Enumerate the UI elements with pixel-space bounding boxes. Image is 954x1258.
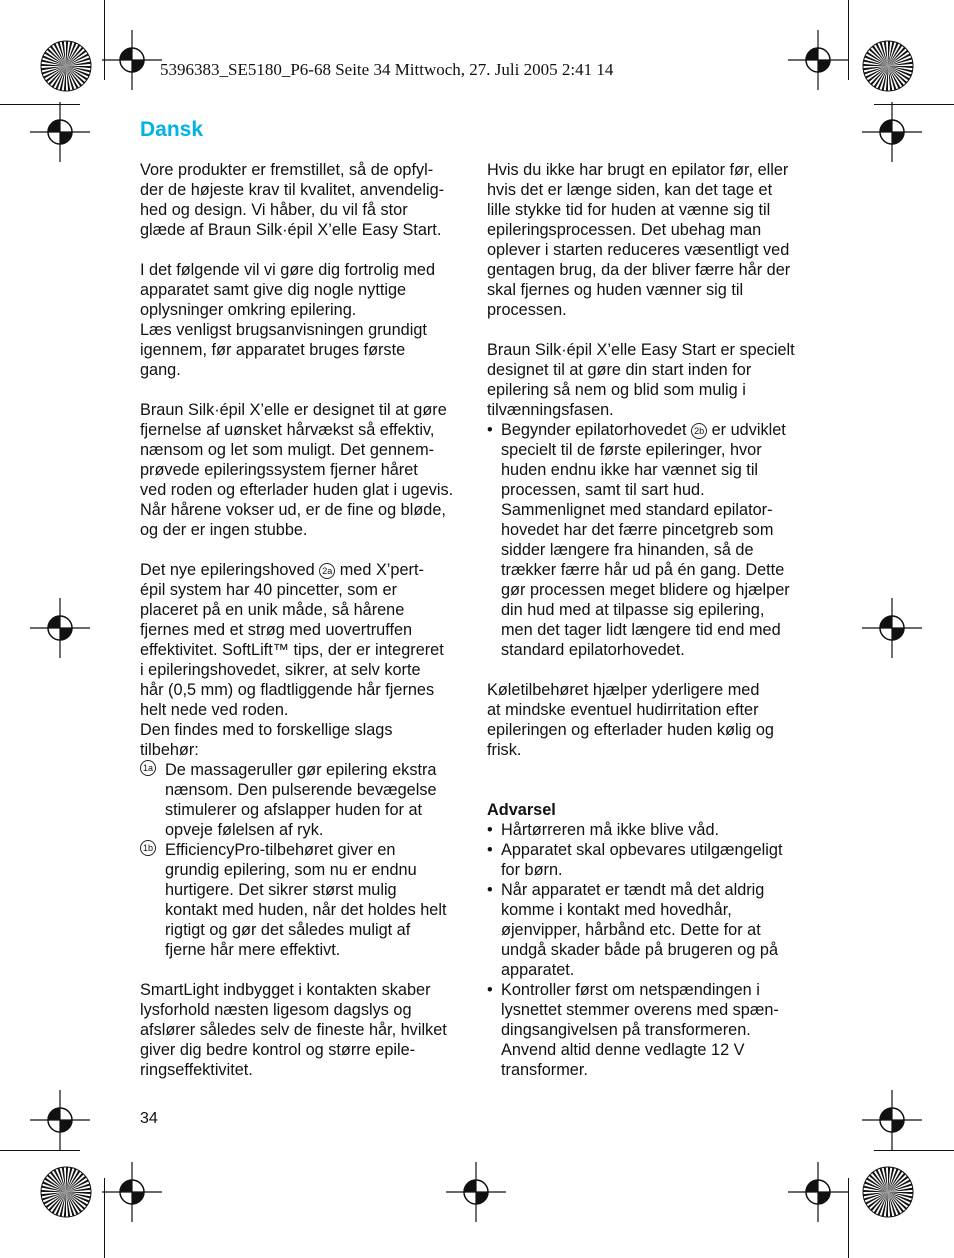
warning-item: • Når apparatet er tændt må det aldrig komme i kontakt med hovedhår, øjenvipper, hårbånd etc. Dette for at undgå skader både på brugeren og på apparatet. — [487, 881, 779, 979]
left-column — [140, 160, 470, 1080]
registration-mark-top-left — [102, 30, 162, 90]
warning-heading: Advarsel — [487, 801, 556, 819]
starburst-mark-top-right — [861, 39, 915, 93]
part-marker-1b: 1b — [140, 840, 156, 856]
registration-mark-upper-left — [30, 102, 90, 162]
registration-mark-bottom-center — [446, 1162, 506, 1222]
design-paragraph: Braun Silk·épil X’elle er designet til at gøre fjernelse af uønsket hårvækst så effektiv, nænsom og let som muligt. Det gennem- prøvede epileringssystem fjerner håret ved roden og efterlader huden glat i ugevis. Når hårene vokser ud, er de fine og bløde, og der er ingen stubbe. — [140, 401, 454, 539]
orientation-paragraph: I det følgende vil vi gøre dig fortrolig med apparatet samt give dig nogle nyttige oplysninger omkring epilering. Læs venligst brugsanvisningen grundigt igennem, før apparatet bruges første gang. — [140, 261, 436, 379]
intro-paragraph: Vore produkter er fremstillet, så de opfyl- der de højeste krav til kvalitet, anvendelig- hed og design. Vi håber, du vil få stor glæde af Braun Silk·épil X’elle Easy Start. — [140, 161, 445, 239]
starburst-mark-top-left — [39, 39, 93, 93]
starburst-mark-bottom-left — [39, 1165, 93, 1219]
bullet-symbol: • — [487, 821, 493, 839]
warning-item: • Hårtørreren må ikke blive våd. — [487, 821, 720, 839]
warning-item: • Kontroller først om netspændingen i lysnettet stemmer overens med spæn- dingsangivelsen på transformeren. Anvend altid denne vedlagte 12 V transformer. — [487, 981, 779, 1079]
easy-start-bullet: • Begynder epilatorhovedet 2b er udviklet specielt til de første epileringer, hvor huden endnu ikke har vænnet sig til processen, samt til sart hud. Sammenlignet med standard epilator- hovedet har det færre pincetgreb som sidder længere fra hinanden, så de trækker færre hår ud på én gang. Dette gør processen meget blidere og hjælper din hud med at tilpasse sig epilering, men det tager lidt længere tid end med standard epilatorhovedet. — [487, 421, 790, 659]
bullet-symbol: • — [487, 981, 493, 999]
trim-line — [848, 1178, 849, 1258]
epilation-head-paragraph: Det nye epileringshoved 2a med X’pert- épil system har 40 pincetter, som er placeret på en unik måde, så hårene fjernes med et strøg med uovertruffen effektivitet. SoftLift™ tips, der er integreret i epileringshovedet, sikrer, at selv korte hår (0,5 mm) og fladtliggende hår fjernes helt nede ved roden. Den findes med to forskellige slags tilbehør: — [140, 561, 444, 759]
bullet-symbol: • — [487, 421, 493, 439]
warning-list — [487, 820, 817, 1080]
accessory-item-1a: 1a De massageruller gør epilering ekstra nænsom. Den pulserende bevægelse stimulerer og afslapper huden for at opveje følelsen af ryk. — [140, 760, 470, 840]
trim-line — [0, 104, 80, 105]
part-marker-1a: 1a — [140, 760, 156, 776]
trim-line — [848, 0, 849, 80]
smartlight-paragraph: SmartLight indbygget i kontakten skaber lysforhold næsten ligesom dagslys og afslører således selv de fineste hår, hvilket giver dig bedre kontrol og større epile- ringseffektivitet. — [140, 981, 447, 1079]
registration-mark-lower-right — [862, 1090, 922, 1150]
registration-mark-mid-left — [30, 598, 90, 658]
registration-mark-mid-right — [862, 598, 922, 658]
registration-mark-lower-left — [30, 1090, 90, 1150]
trim-line — [874, 1150, 954, 1151]
trim-line — [104, 1178, 105, 1258]
first-use-paragraph: Hvis du ikke har brugt en epilator før, eller hvis det er længe siden, kan det tage et lille stykke tid for huden at vænne sig til epileringsprocessen. Det ubehag man oplever i starten reduceres væsentligt ved gentagen brug, da der bliver færre hår der skal fjernes og huden vænner sig til processen. — [487, 161, 791, 319]
easy-start-paragraph: Braun Silk·épil X’elle Easy Start er specielt designet til at gøre din start inden for epilering så nem og blid som mulig i tilvænningsfasen. — [487, 341, 795, 419]
trim-line — [0, 1150, 80, 1151]
page-title: Dansk — [140, 118, 204, 141]
registration-mark-upper-right — [862, 102, 922, 162]
part-marker-2a: 2a — [319, 563, 335, 579]
trim-line — [874, 104, 954, 105]
cooling-paragraph: Køletilbehøret hjælper yderligere med at mindske eventuel hudirritation efter epileringen og efterlader huden kølig og frisk. — [487, 681, 774, 759]
page-number: 34 — [140, 1110, 158, 1127]
bullet-symbol: • — [487, 881, 493, 899]
registration-mark-top-right — [788, 30, 848, 90]
right-column — [487, 160, 817, 1080]
bullet-symbol: • — [487, 841, 493, 859]
accessory-item-1b: 1b EfficiencyPro-tilbehøret giver en grundig epilering, som nu er endnu hurtigere. Det sikrer størst mulig kontakt med huden, når det holdes helt rigtigt og gør det således muligt af fjerne hår mere effektivt. — [140, 840, 470, 960]
trim-line — [104, 0, 105, 80]
part-marker-2b: 2b — [691, 423, 707, 439]
registration-mark-bottom-right — [788, 1162, 848, 1222]
warning-item: • Apparatet skal opbevares utilgængeligt for børn. — [487, 841, 783, 879]
print-header: 5396383_SE5180_P6-68 Seite 34 Mittwoch, 27. Juli 2005 2:41 14 — [160, 60, 614, 79]
starburst-mark-bottom-right — [861, 1165, 915, 1219]
registration-mark-bottom-left — [102, 1162, 162, 1222]
